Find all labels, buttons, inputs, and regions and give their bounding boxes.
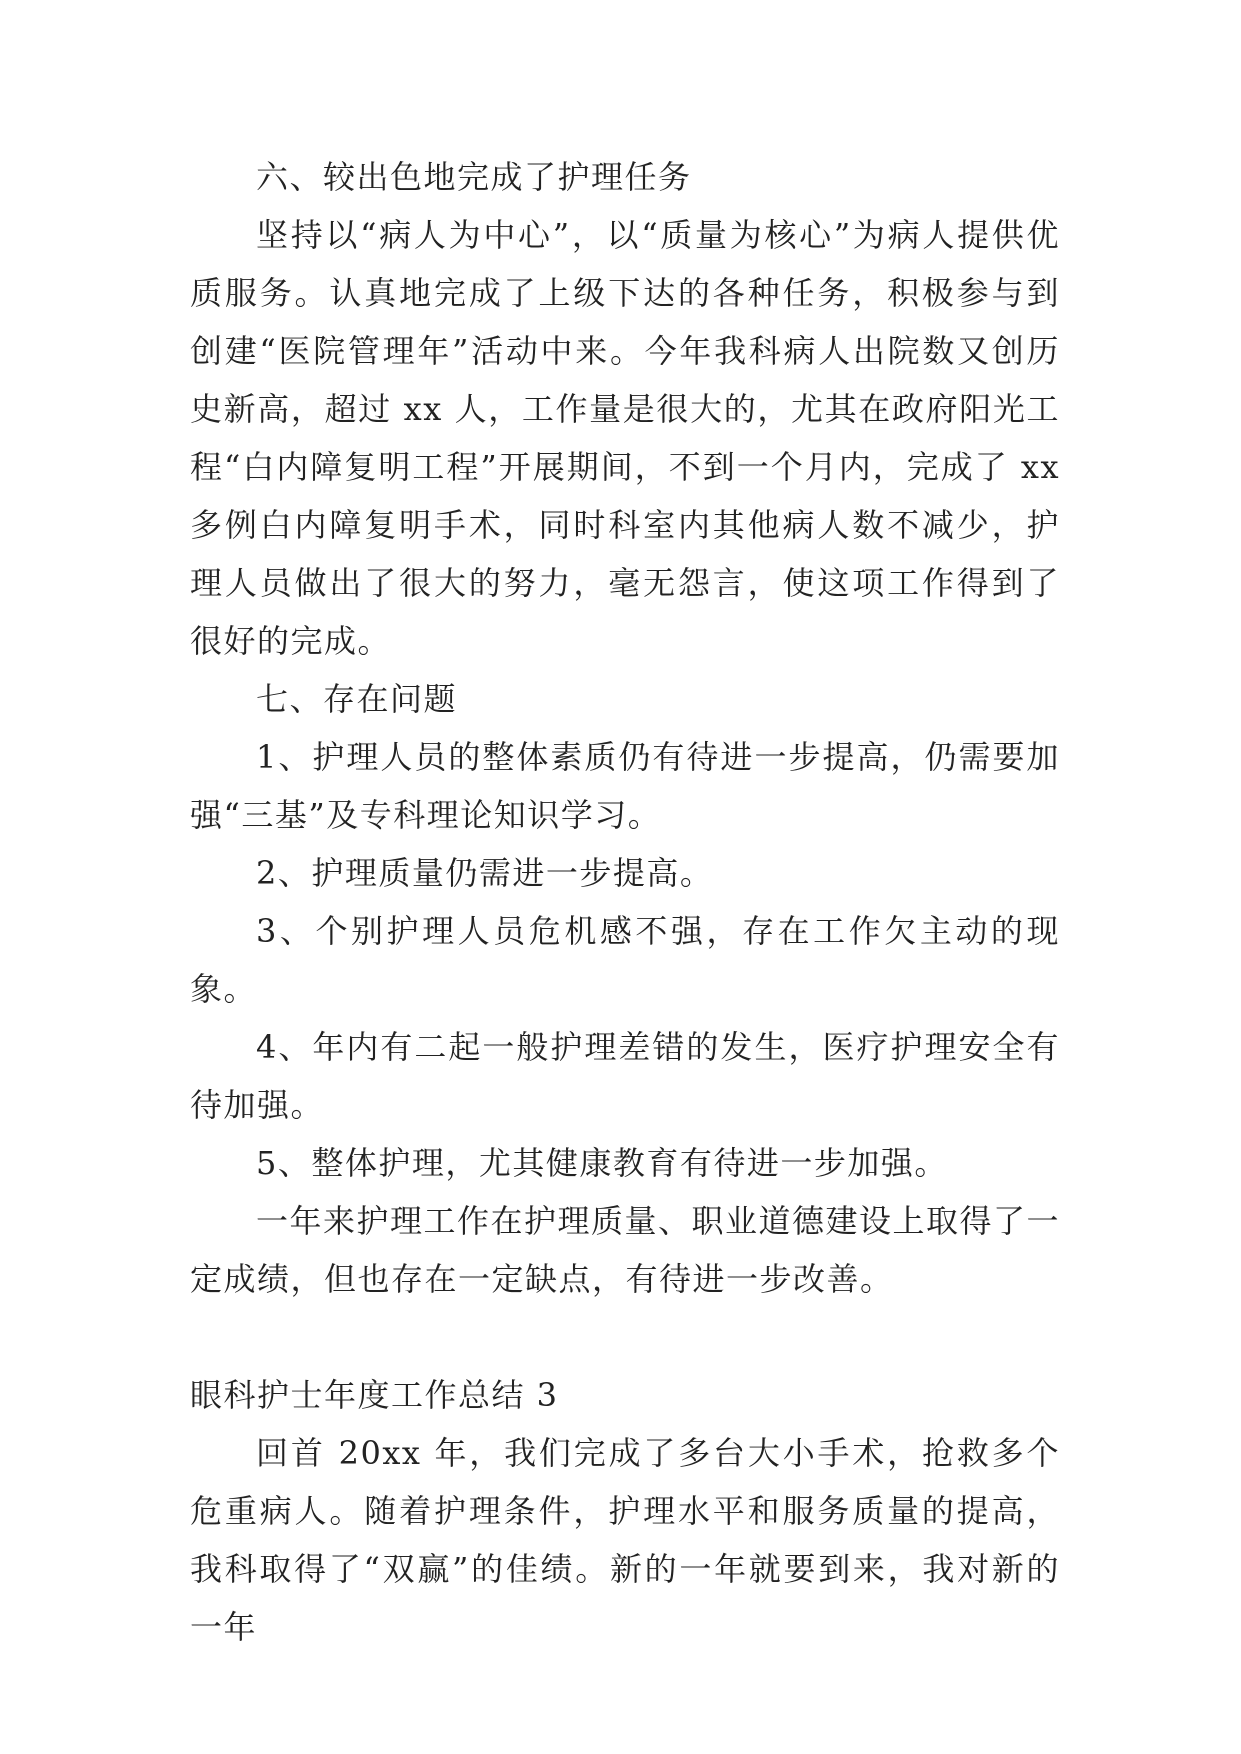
- problem-item-3: 3、个别护理人员危机感不强，存在工作欠主动的现象。: [190, 912, 1060, 1008]
- conclusion-paragraph: 一年来护理工作在护理质量、职业道德建设上取得了一定成绩，但也存在一定缺点，有待进一步改善。: [190, 1202, 1061, 1298]
- section-heading-6: 六、较出色地完成了护理任务: [256, 158, 692, 196]
- problem-item-1: 1、护理人员的整体素质仍有待进一步提高，仍需要加强“三基”及专科理论知识学习。: [190, 738, 1060, 834]
- section-paragraph-6: 坚持以“病人为中心”，以“质量为核心”为病人提供优质服务。认真地完成了上级下达的各种任务，积极参与到创建“医院管理年”活动中来。今年我科病人出院数又创历史新高，超过 xx 人，工作量是很大的，尤其在政府阳光工程“白内障复明工程”开展期间，不到一个月内，完成了 xx 多例白内障复明手术，同时科室内其他病人数不减少，护理人员做出了很大的努力，毫无怨言，使这项工作得到了很好的完成。: [190, 216, 1060, 660]
- problem-item-5: 5、整体护理，尤其健康教育有待进一步加强。: [256, 1144, 948, 1182]
- summary-title: 眼科护士年度工作总结 3: [190, 1376, 559, 1414]
- section-heading-7: 七、存在问题: [256, 680, 458, 718]
- problem-item-4: 4、年内有二起一般护理差错的发生，医疗护理安全有待加强。: [190, 1028, 1060, 1124]
- problem-item-2: 2、护理质量仍需进一步提高。: [256, 854, 714, 892]
- summary-paragraph: 回首 20xx 年，我们完成了多台大小手术，抢救多个危重病人。随着护理条件，护理水平和服务质量的提高，我科取得了“双赢”的佳绩。新的一年就要到来，我对新的一年: [190, 1434, 1060, 1646]
- document-content: [190, 148, 1060, 1656]
